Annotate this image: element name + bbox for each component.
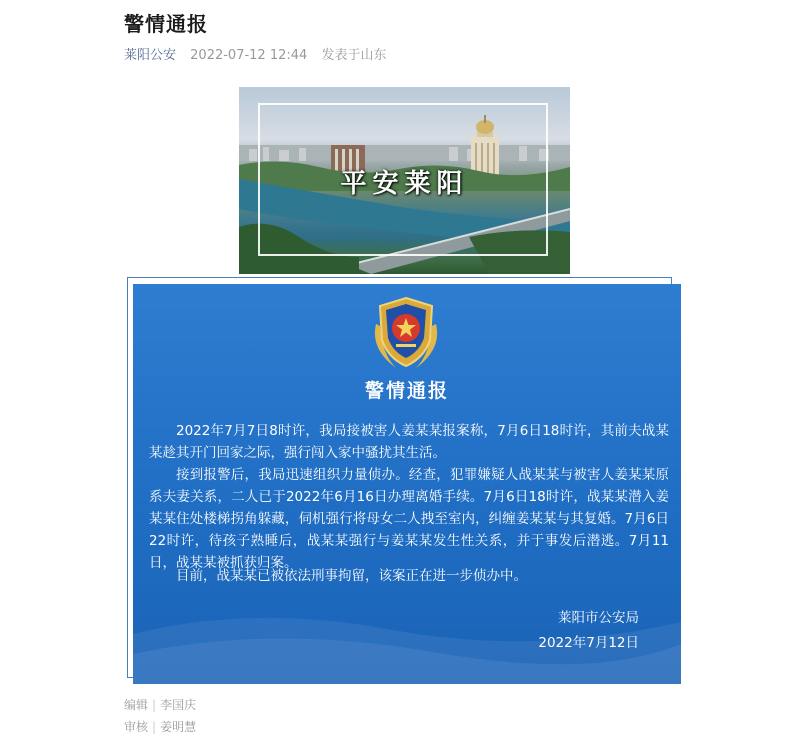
notice-heading: 警情通报 — [364, 380, 449, 402]
police-emblem-icon — [362, 294, 450, 374]
police-notice-card — [133, 284, 681, 684]
editor-label: 编辑 — [124, 698, 149, 712]
publish-time: 2022-07-12 12:44 — [190, 48, 308, 63]
reviewer-separator: | — [152, 720, 157, 734]
notice-paragraph-1: 2022年7月7日8时许，我局接被害人姜某某报案称，7月6日18时许，其前夫战某某趁其开门回家之际，强行闯入家中骚扰其生活。 — [149, 423, 669, 461]
banner-image — [239, 87, 570, 274]
editor-name: 李国庆 — [160, 698, 197, 712]
notice-date: 2022年7月12日 — [538, 635, 639, 651]
notice-paragraph-3: 目前，战某某已被依法刑事拘留，该案正在进一步侦办中。 — [176, 568, 527, 584]
banner-caption: 平安莱阳 — [340, 169, 469, 199]
notice-signature: 莱阳市公安局 — [558, 610, 639, 626]
notice-paragraph-2: 接到报警后，我局迅速组织力量侦办。经查，犯罪嫌疑人战某某与被害人姜某某原系夫妻关系，二人已于2022年6月16日办理离婚手续。7月6日18时许，战某某潜入姜某某住处楼梯拐角躲藏，伺机强行将母女二人拽至室内，纠缠姜某某与其复婚。7月6日22时许，待孩子熟睡后，战某某强行与姜某某发生性关系，并于事发后潜逃。7月11日，战某某被抓获归案。 — [149, 467, 669, 571]
editor-separator: | — [152, 698, 157, 712]
reviewer-credit — [124, 718, 196, 735]
author-link[interactable]: 莱阳公安 — [124, 48, 177, 63]
reviewer-name: 姜明慧 — [160, 720, 197, 734]
editor-credit — [124, 696, 196, 713]
article-title: 警情通报 — [124, 12, 208, 36]
reviewer-label: 审核 — [124, 720, 149, 734]
article-meta — [124, 44, 386, 63]
publish-location: 发表于山东 — [321, 48, 387, 63]
